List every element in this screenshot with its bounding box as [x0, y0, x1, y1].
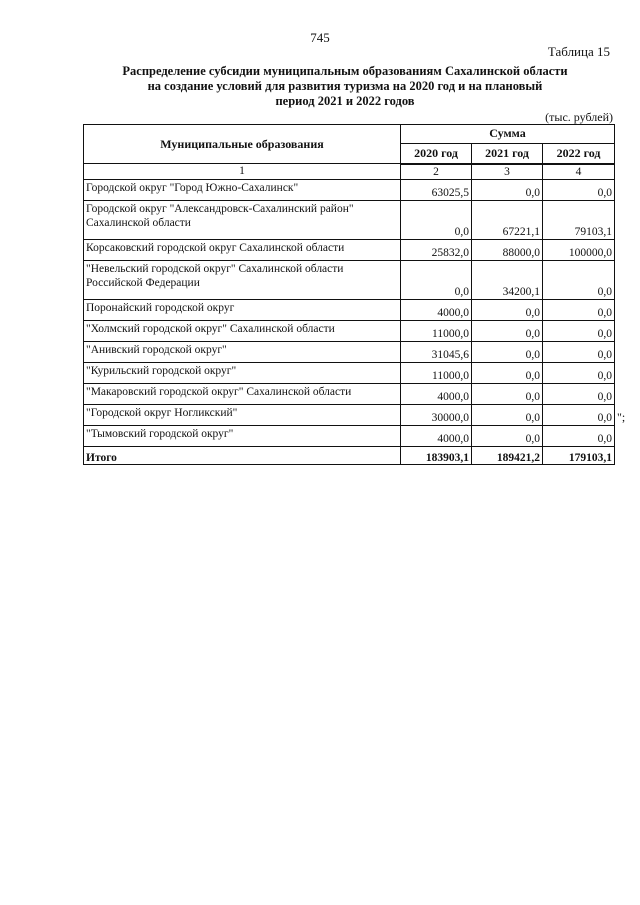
value-2020: 4000,0	[401, 383, 472, 404]
municipality-name: Городской округ "Город Южно-Сахалинск"	[84, 179, 401, 200]
value-2020: 4000,0	[401, 425, 472, 446]
header-year-2020: 2020 год	[401, 143, 472, 163]
title-line: Распределение субсидии муниципальным образованиям Сахалинской области	[122, 64, 568, 78]
value-2020: 25832,0	[401, 239, 472, 260]
table-row	[84, 362, 615, 383]
title-line: период 2021 и 2022 годов	[275, 94, 415, 108]
value-2022: 0,0	[543, 383, 615, 404]
table-row	[84, 383, 615, 404]
municipality-name: "Макаровский городской округ" Сахалинской области	[84, 383, 401, 404]
municipality-name: "Курильский городской округ"	[84, 362, 401, 383]
value-2021: 0,0	[472, 425, 543, 446]
value-2021: 88000,0	[472, 239, 543, 260]
value-2022: 0,0	[543, 404, 615, 425]
table-row	[84, 179, 615, 200]
municipality-name: Поронайский городской округ	[84, 299, 401, 320]
value-2021: 0,0	[472, 341, 543, 362]
table-row	[84, 320, 615, 341]
value-2020: 0,0	[401, 260, 472, 299]
municipality-name: Корсаковский городской округ Сахалинской области	[84, 239, 401, 260]
value-2022: 0,0	[543, 260, 615, 299]
column-number: 4	[543, 164, 615, 180]
column-number: 2	[401, 164, 472, 180]
total-label: Итого	[84, 446, 401, 464]
table-row	[84, 200, 615, 239]
value-2021: 67221,1	[472, 200, 543, 239]
total-2021: 189421,2	[472, 446, 543, 464]
header-sum: Сумма	[401, 125, 615, 144]
total-2022: 179103,1	[543, 446, 615, 464]
column-number: 3	[472, 164, 543, 180]
municipality-name: "Городской округ Ногликский"	[84, 404, 401, 425]
value-2022: 79103,1	[543, 200, 615, 239]
table-row	[84, 425, 615, 446]
table-row	[84, 404, 615, 425]
value-2021: 0,0	[472, 299, 543, 320]
header-year-2021: 2021 год	[472, 143, 543, 163]
municipality-name: "Невельский городской округ" Сахалинской области Российской Федерации	[84, 260, 401, 299]
total-2020: 183903,1	[401, 446, 472, 464]
page-number: 745	[310, 30, 330, 45]
value-2022: 0,0	[543, 362, 615, 383]
value-2021: 0,0	[472, 179, 543, 200]
municipality-name: "Анивский городской округ"	[84, 341, 401, 362]
value-2022: 100000,0	[543, 239, 615, 260]
value-2020: 11000,0	[401, 362, 472, 383]
document-title	[90, 64, 600, 109]
table-row	[84, 239, 615, 260]
table-row	[84, 341, 615, 362]
value-2020: 4000,0	[401, 299, 472, 320]
table-label: Таблица 15	[547, 44, 610, 59]
closing-quote-mark: ";	[617, 410, 626, 424]
header-municipality: Муниципальные образования	[84, 125, 401, 164]
table-row	[84, 260, 615, 299]
value-2020: 11000,0	[401, 320, 472, 341]
value-2020: 31045,6	[401, 341, 472, 362]
value-2020: 30000,0	[401, 404, 472, 425]
value-2021: 0,0	[472, 362, 543, 383]
value-2020: 0,0	[401, 200, 472, 239]
municipality-name: "Тымовский городской округ"	[84, 425, 401, 446]
subsidy-table	[83, 124, 615, 465]
value-2022: 0,0	[543, 425, 615, 446]
value-2021: 0,0	[472, 383, 543, 404]
value-2020: 63025,5	[401, 179, 472, 200]
value-2021: 34200,1	[472, 260, 543, 299]
column-number: 1	[84, 164, 401, 180]
value-2021: 0,0	[472, 404, 543, 425]
value-2021: 0,0	[472, 320, 543, 341]
title-line: на создание условий для развития туризма на 2020 год и на плановый	[147, 79, 543, 93]
value-2022: 0,0	[543, 299, 615, 320]
municipality-name: "Холмский городской округ" Сахалинской области	[84, 320, 401, 341]
table-row	[84, 299, 615, 320]
municipality-name: Городской округ "Александровск-Сахалинский район" Сахалинской области	[84, 200, 401, 239]
header-year-2022: 2022 год	[543, 143, 615, 163]
value-2022: 0,0	[543, 179, 615, 200]
total-row	[84, 446, 615, 464]
units-label: (тыс. рублей)	[545, 110, 613, 124]
value-2022: 0,0	[543, 341, 615, 362]
value-2022: 0,0	[543, 320, 615, 341]
column-number-row	[84, 164, 615, 180]
